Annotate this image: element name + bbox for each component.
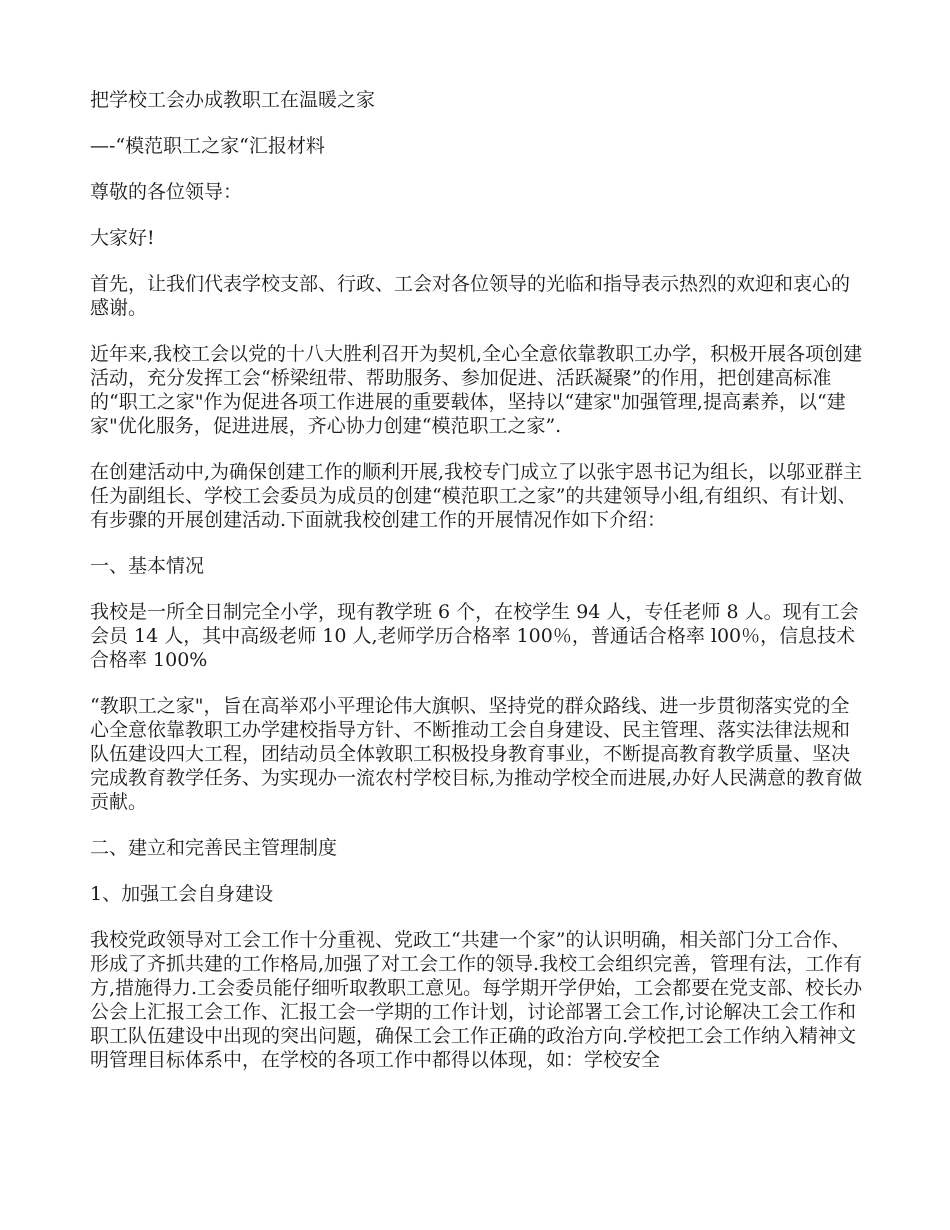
- paragraph-intro: 首先，让我们代表学校支部、行政、工会对各位领导的光临和指导表示热烈的欢迎和衷心的感谢。: [90, 273, 851, 319]
- document-subtitle: —-“模范职工之家“汇报材料: [90, 135, 325, 157]
- section-heading-basic-info: 一、基本情况: [90, 555, 205, 577]
- subsection-heading-union-building: 1、加强工会自身建设: [90, 883, 274, 905]
- paragraph-creation-activity: 在创建活动中,为确保创建工作的顺利开展,我校专门成立了以张宇恩书记为组长，以邬亚群主任为副组长、学校工会委员为成员的创建“模范职工之家”的共建领导小组,有组织、有计划、有步骤的开展创建活动.下面就我校创建工作的开展情况作如下介绍：: [90, 461, 863, 531]
- paragraph-party-leadership: 我校党政领导对工会工作十分重视、党政工“共建一个家”的认识明确，相关部门分工合作、形成了齐抓共建的工作格局,加强了对工会工作的领导.我校工会组织完善，管理有法，工作有方,措施得力.工会委员能仔细听取教职工意见。每学期开学伊始，工会都要在党支部、校长办公会上汇报工会工作、汇报工会一学期的工作计划，讨论部署工会工作,讨论解决工会工作和职工队伍建设中出现的突出问题，确保工会工作正确的政治方向.学校把工会工作纳入精神文明管理目标体系中，在学校的各项工作中都得以体现，如：学校安全: [90, 929, 863, 1071]
- document-body: [90, 88, 865, 1094]
- paragraph-recent-years: 近年来,我校工会以党的十八大胜利召开为契机,全心全意依靠教职工办学，积极开展各项创建活动，充分发挥工会“桥梁纽带、帮助服务、参加促进、活跃凝聚”的作用，把创建高标准的“职工之家"作为促进各项工作进展的重要载体，坚持以“建家"加强管理,提高素养，以“建家"优化服务，促进进展，齐心协力创建“模范职工之家”.: [90, 343, 863, 437]
- greeting: 大家好!: [90, 227, 155, 249]
- paragraph-staff-home: “教职工之家"，旨在高举邓小平理论伟大旗帜、坚持党的群众路线、进一步贯彻落实党的全心全意依靠教职工办学建校指导方针、不断推动工会自身建设、民主管理、落实法律法规和队伍建设四大工程，团结动员全体敦职工积极投身教育事业，不断提高教育教学质量、坚决完成教育教学任务、为实现办一流农村学校目标,为推动学校全而进展,办好人民满意的教育做贡献。: [90, 695, 863, 813]
- document-title: 把学校工会办成教职工在温暖之家: [90, 89, 376, 111]
- section-heading-democratic-management: 二、建立和完善民主管理制度: [90, 837, 338, 859]
- salutation: 尊敬的各位领导：: [90, 181, 243, 203]
- paragraph-basic-info: 我校是一所全日制完全小学，现有教学班 6 个，在校学生 94 人，专任老师 8 人。现有工会会员 14 人，其中高级老师 10 人,老师学历合格率 100％，普通话合格率 l00％，信息技术合格率 100%: [90, 601, 859, 671]
